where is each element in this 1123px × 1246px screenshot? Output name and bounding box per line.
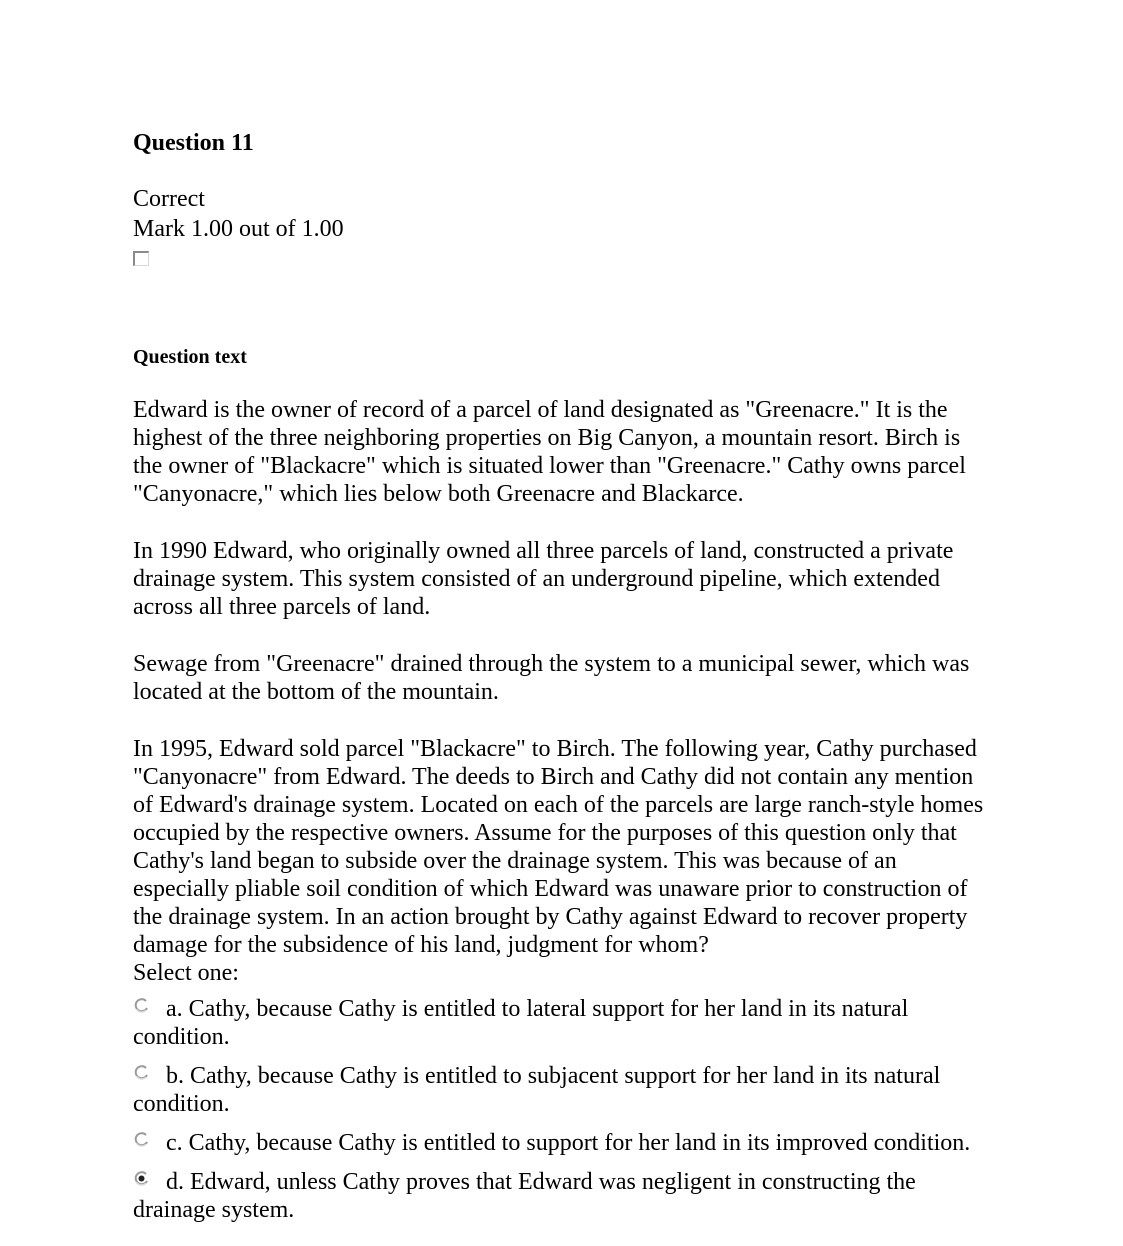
radio-unselected-icon[interactable] <box>133 997 150 1014</box>
answer-label: b. Cathy, because Cathy is entitled to subjacent support for her land in its natural condition. <box>133 1063 941 1117</box>
radio-unselected-icon[interactable] <box>133 1131 150 1148</box>
answer-label: d. Edward, unless Cathy proves that Edward was negligent in constructing the drainage system. <box>133 1169 916 1223</box>
question-paragraph: In 1995, Edward sold parcel "Blackacre" to Birch. The following year, Cathy purchased "Canyonacre" from Edward. The deeds to Birch and Cathy did not contain any mention of Edward's drainage system. Located on each of the parcels are large ranch-style homes occupied by the respective owners. Assume for the purposes of this question only that Cathy's land began to subside over the drainage system. This was because of an especially pliable soil condition of which Edward was unaware prior to construction of the drainage system. In an action brought by Cathy against Edward to recover property damage for the subsidence of his land, judgment for whom? <box>133 736 984 958</box>
answer-label: c. Cathy, because Cathy is entitled to support for her land in its improved condition. <box>166 1130 971 1156</box>
answer-option-c[interactable] <box>133 1129 993 1157</box>
answer-option-b[interactable] <box>133 1062 993 1118</box>
question-grade: Mark 1.00 out of 1.00 <box>133 216 344 242</box>
question-paragraph: In 1990 Edward, who originally owned all three parcels of land, constructed a private drainage system. This system consisted of an underground pipeline, which extended across all three parcels of land. <box>133 538 954 620</box>
question-text <box>133 396 993 1235</box>
question-state: Correct <box>133 186 205 212</box>
answer-option-d[interactable] <box>133 1168 993 1224</box>
radio-selected-icon[interactable] <box>133 1170 150 1187</box>
answer-list <box>133 995 993 1224</box>
answer-option-a[interactable] <box>133 995 993 1051</box>
question-text-heading: Question text <box>133 346 247 368</box>
flag-checkbox-icon[interactable] <box>133 251 149 266</box>
select-prompt: Select one: <box>133 960 239 986</box>
question-paragraph: Edward is the owner of record of a parcel of land designated as "Greenacre." It is the highest of the three neighboring properties on Big Canyon, a mountain resort. Birch is the owner of "Blackacre" which is situated lower than "Greenacre." Cathy owns parcel "Canyonacre," which lies below both Greenacre and Blackarce. <box>133 397 966 507</box>
radio-unselected-icon[interactable] <box>133 1064 150 1081</box>
answer-label: a. Cathy, because Cathy is entitled to lateral support for her land in its natural condition. <box>133 996 909 1050</box>
question-number: Question 11 <box>133 130 254 156</box>
question-paragraph: Sewage from "Greenacre" drained through the system to a municipal sewer, which was located at the bottom of the mountain. <box>133 651 970 705</box>
